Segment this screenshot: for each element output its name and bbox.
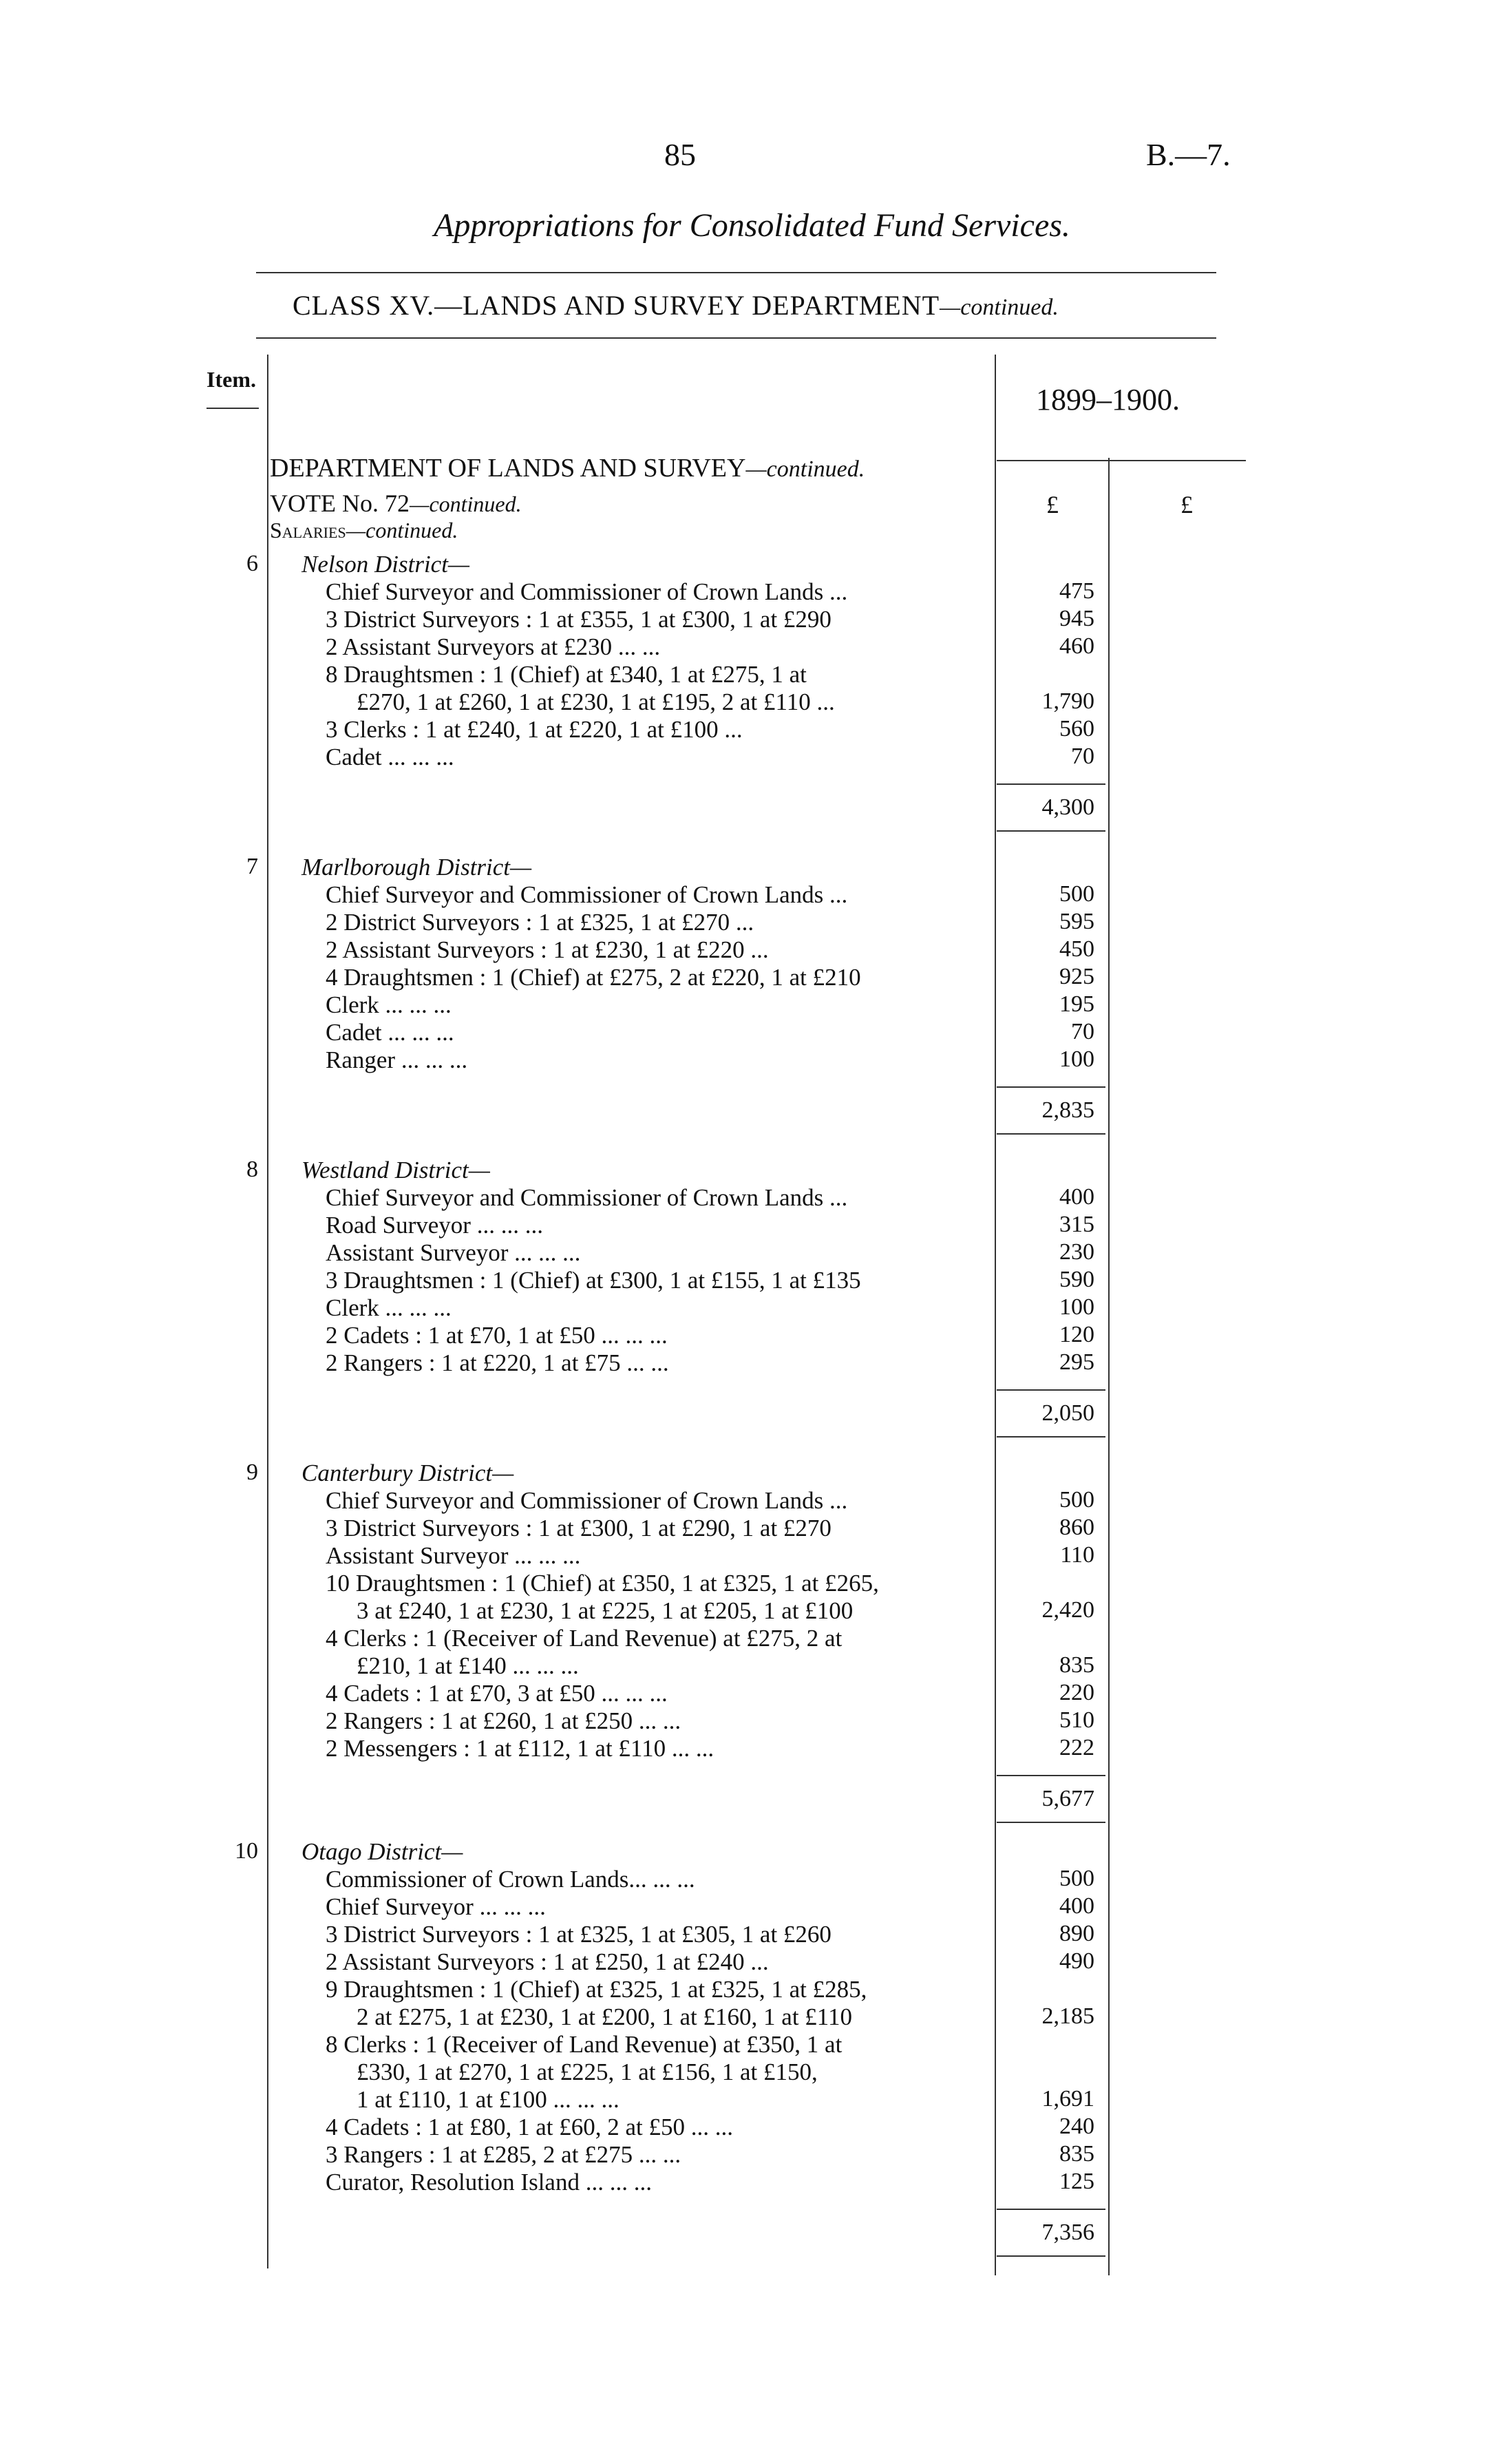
salary-amount: 110 (1060, 1542, 1094, 1568)
class-title-text: CLASS XV.—LANDS AND SURVEY DEPARTMENT (293, 290, 940, 321)
amount-column-rule-left (995, 355, 996, 2275)
department-heading (270, 453, 865, 483)
salary-line: 2 Messengers : 1 at £112, 1 at £110 ... ... (326, 1735, 714, 1762)
salary-amount: 945 (1059, 606, 1094, 631)
district-heading: Westland District— (301, 1157, 490, 1183)
salary-line: Chief Surveyor ... ... ... (326, 1893, 546, 1920)
year-header-rule (997, 460, 1246, 461)
salary-amount: 460 (1059, 633, 1094, 659)
department-heading-text: DEPARTMENT OF LANDS AND SURVEY (270, 454, 746, 483)
salary-line: Commissioner of Crown Lands... ... ... (326, 1866, 695, 1893)
salary-amount: 835 (1059, 2141, 1094, 2167)
salary-amount: 125 (1059, 2169, 1094, 2194)
salary-amount: 510 (1059, 1707, 1094, 1733)
salary-line: 9 Draughtsmen : 1 (Chief) at £325, 1 at £325, 1 at £285, (326, 1976, 867, 2003)
vote-heading (270, 489, 522, 518)
salary-amount: 2,185 (1041, 2003, 1094, 2029)
salary-amount: 70 (1071, 1019, 1094, 1044)
salary-amount: 475 (1059, 578, 1094, 604)
salary-amount: 100 (1059, 1294, 1094, 1320)
salary-line: 4 Cadets : 1 at £80, 1 at £60, 2 at £50 ... ... (326, 2114, 734, 2140)
salary-line: 2 Assistant Surveyors : 1 at £230, 1 at £220 ... (326, 936, 769, 963)
salary-line: 4 Draughtsmen : 1 (Chief) at £275, 2 at £220, 1 at £210 (326, 964, 861, 991)
subtotal-rule (997, 2209, 1105, 2210)
salary-line: 10 Draughtsmen : 1 (Chief) at £350, 1 at £325, 1 at £265, (326, 1570, 879, 1597)
item-column-header: Item. (206, 367, 256, 392)
salary-line: Chief Surveyor and Commissioner of Crown Lands ... (326, 881, 848, 908)
page-number: 85 (664, 137, 696, 172)
subtotal-rule (997, 2255, 1105, 2257)
vote-heading-text: VOTE No. 72 (270, 489, 410, 517)
class-title-suffix: —continued. (940, 295, 1059, 320)
salary-amount: 835 (1059, 1652, 1094, 1678)
subtotal-rule (997, 1775, 1105, 1776)
salary-line: 3 Clerks : 1 at £240, 1 at £220, 1 at £100 ... (326, 716, 743, 743)
item-column-rule (267, 355, 268, 2268)
subtotal-rule (997, 1133, 1105, 1135)
salary-amount: 400 (1059, 1893, 1094, 1919)
salary-amount: 222 (1059, 1735, 1094, 1760)
salary-amount: 560 (1059, 716, 1094, 741)
salaries-heading-text: Salaries (270, 518, 346, 543)
salary-line: 3 District Surveyors : 1 at £355, 1 at £300, 1 at £290 (326, 606, 832, 633)
district-heading: Marlborough District— (301, 854, 532, 881)
document-reference: B.—7. (1146, 137, 1231, 172)
salaries-heading (270, 518, 458, 543)
salary-amount: 230 (1059, 1239, 1094, 1265)
salary-amount: 860 (1059, 1515, 1094, 1540)
salary-amount: 500 (1059, 881, 1094, 907)
salary-line: 3 at £240, 1 at £230, 1 at £225, 1 at £205, 1 at £100 (357, 1597, 854, 1624)
salary-amount: 595 (1059, 909, 1094, 934)
salary-amount: 1,691 (1041, 2086, 1094, 2112)
salary-amount: 500 (1059, 1487, 1094, 1513)
year-column-header: 1899–1900. (1036, 383, 1180, 417)
salary-line: 3 District Surveyors : 1 at £300, 1 at £290, 1 at £270 (326, 1515, 832, 1541)
vote-heading-suffix: —continued. (409, 492, 522, 516)
salary-amount: 240 (1059, 2114, 1094, 2139)
salary-line: 3 Draughtsmen : 1 (Chief) at £300, 1 at £155, 1 at £135 (326, 1267, 861, 1294)
amount-column-rule-mid (1108, 458, 1110, 2275)
salary-line: 3 District Surveyors : 1 at £325, 1 at £305, 1 at £260 (326, 1921, 832, 1948)
item-header-underline (206, 408, 259, 409)
district-heading: Nelson District— (301, 551, 470, 578)
class-title (293, 289, 1059, 322)
department-heading-suffix: —continued. (745, 456, 865, 482)
salary-line: Road Surveyor ... ... ... (326, 1212, 543, 1239)
salary-line: Chief Surveyor and Commissioner of Crown Lands ... (326, 1487, 848, 1514)
salary-line: 2 Rangers : 1 at £220, 1 at £75 ... ... (326, 1349, 669, 1376)
salary-line: 4 Clerks : 1 (Receiver of Land Revenue) at £275, 2 at (326, 1625, 843, 1652)
salary-line: 2 Assistant Surveyors : 1 at £250, 1 at £240 ... (326, 1948, 769, 1975)
item-number: 6 (246, 551, 258, 576)
district-total: 7,356 (1041, 2220, 1094, 2245)
salary-amount: 490 (1059, 1948, 1094, 1974)
salary-line: 1 at £110, 1 at £100 ... ... ... (357, 2086, 619, 2113)
salary-line: 8 Draughtsmen : 1 (Chief) at £340, 1 at £275, 1 at (326, 661, 807, 688)
subtotal-rule (997, 783, 1105, 785)
salary-amount: 70 (1071, 744, 1094, 769)
salary-amount: 120 (1059, 1322, 1094, 1347)
salary-line: Chief Surveyor and Commissioner of Crown Lands ... (326, 578, 848, 605)
salary-amount: 2,420 (1041, 1597, 1094, 1623)
salary-amount: 500 (1059, 1866, 1094, 1891)
salary-amount: 315 (1059, 1212, 1094, 1237)
currency-symbol-items: £ (1046, 491, 1059, 518)
salary-amount: 100 (1059, 1046, 1094, 1072)
salary-line: Assistant Surveyor ... ... ... (326, 1239, 581, 1266)
salary-amount: 890 (1059, 1921, 1094, 1946)
salary-line: 2 Rangers : 1 at £260, 1 at £250 ... ... (326, 1707, 681, 1734)
item-number: 9 (246, 1460, 258, 1485)
subtotal-rule (997, 1436, 1105, 1438)
salary-line: Chief Surveyor and Commissioner of Crown Lands ... (326, 1184, 848, 1211)
salary-line: £330, 1 at £270, 1 at £225, 1 at £156, 1 at £150, (357, 2058, 818, 2085)
salary-line: Cadet ... ... ... (326, 1019, 454, 1046)
salary-line: Ranger ... ... ... (326, 1046, 468, 1073)
salary-amount: 295 (1059, 1349, 1094, 1375)
salary-line: £210, 1 at £140 ... ... ... (357, 1652, 579, 1679)
salary-amount: 195 (1059, 991, 1094, 1017)
salary-amount: 1,790 (1041, 688, 1094, 714)
salary-line: 2 Cadets : 1 at £70, 1 at £50 ... ... ... (326, 1322, 668, 1349)
salary-line: 8 Clerks : 1 (Receiver of Land Revenue) at £350, 1 at (326, 2031, 843, 2058)
district-heading: Otago District— (301, 1838, 463, 1865)
salary-line: Clerk ... ... ... (326, 991, 452, 1018)
class-rule (256, 337, 1216, 339)
subtotal-rule (997, 830, 1105, 832)
salary-amount: 925 (1059, 964, 1094, 989)
district-total: 2,050 (1041, 1400, 1094, 1426)
salary-line: Clerk ... ... ... (326, 1294, 452, 1321)
salary-amount: 400 (1059, 1184, 1094, 1210)
district-total: 5,677 (1041, 1786, 1094, 1811)
salary-line: 2 Assistant Surveyors at £230 ... ... (326, 633, 661, 660)
page-title: Appropriations for Consolidated Fund Services. (434, 207, 1070, 244)
item-number: 8 (246, 1157, 258, 1182)
salary-line: Curator, Resolution Island ... ... ... (326, 2169, 652, 2196)
salary-amount: 450 (1059, 936, 1094, 962)
salary-line: Assistant Surveyor ... ... ... (326, 1542, 581, 1569)
subtotal-rule (997, 1822, 1105, 1823)
salaries-heading-suffix: —continued. (346, 518, 458, 543)
salary-line: 3 Rangers : 1 at £285, 2 at £275 ... ... (326, 2141, 681, 2168)
subtotal-rule (997, 1389, 1105, 1391)
district-total: 2,835 (1041, 1097, 1094, 1123)
salary-line: 2 District Surveyors : 1 at £325, 1 at £270 ... (326, 909, 754, 936)
salary-line: 4 Cadets : 1 at £70, 3 at £50 ... ... ... (326, 1680, 668, 1707)
item-number: 7 (246, 854, 258, 879)
salary-line: Cadet ... ... ... (326, 744, 454, 770)
item-number: 10 (235, 1838, 258, 1864)
salary-line: £270, 1 at £260, 1 at £230, 1 at £195, 2 at £110 ... (357, 688, 835, 715)
currency-symbol-totals: £ (1180, 491, 1193, 518)
subtotal-rule (997, 1086, 1105, 1088)
salary-amount: 220 (1059, 1680, 1094, 1705)
district-heading: Canterbury District— (301, 1460, 514, 1486)
salary-amount: 590 (1059, 1267, 1094, 1292)
title-rule (256, 272, 1216, 273)
salary-line: 2 at £275, 1 at £230, 1 at £200, 1 at £160, 1 at £110 (357, 2003, 852, 2030)
district-total: 4,300 (1041, 794, 1094, 820)
